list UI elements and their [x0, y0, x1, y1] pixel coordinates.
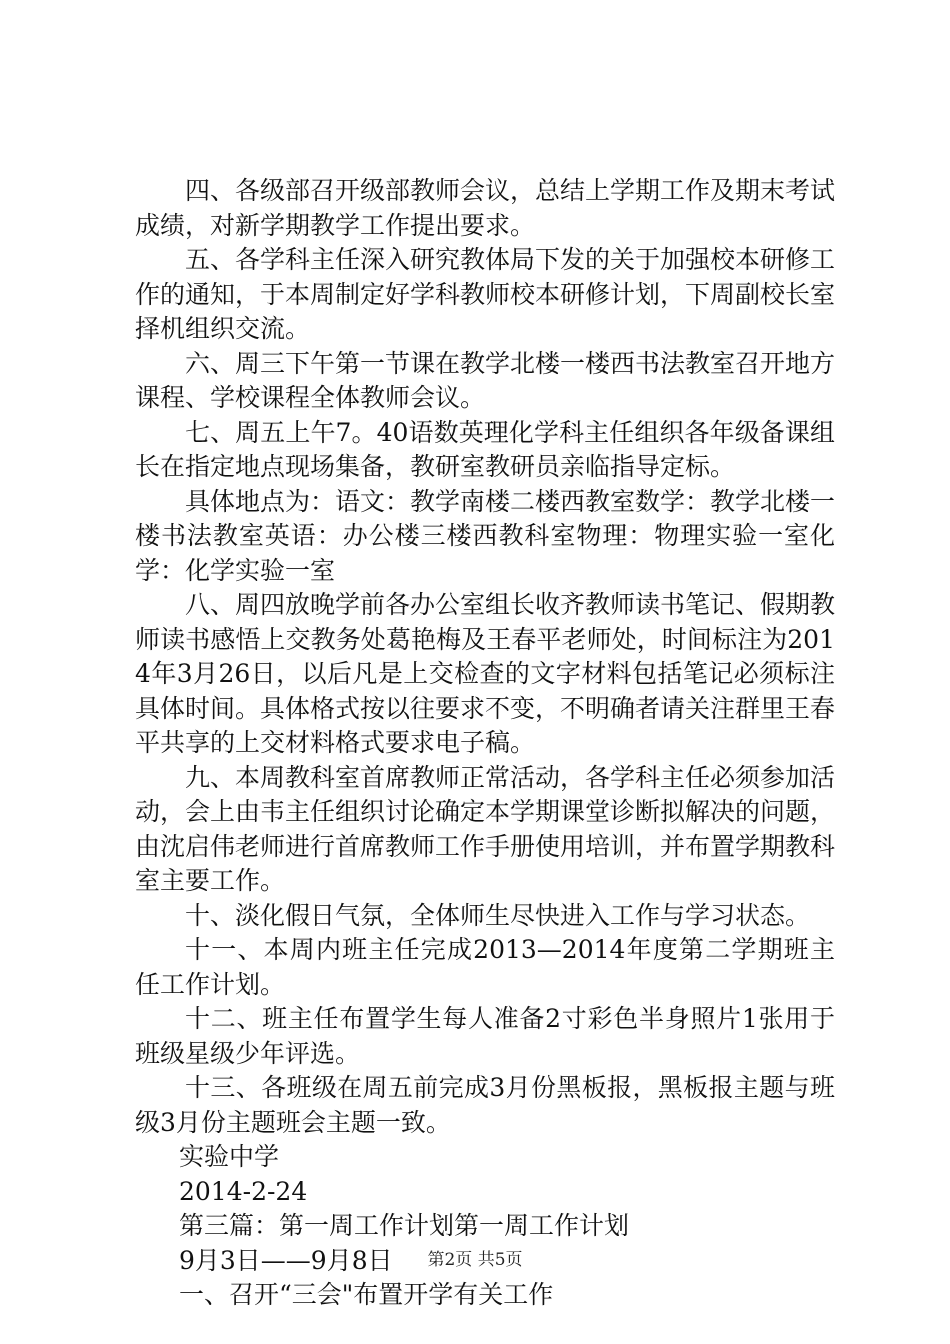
- item-one-heading: 一、召开“三会"布置开学有关工作: [179, 1280, 554, 1309]
- paragraph-item-6: 六、周三下午第一节课在教学北楼一楼西书法教室召开地方课程、学校课程全体教师会议。: [135, 348, 836, 412]
- paragraph-locations: 具体地点为：语文：教学南楼二楼西教室数学：教学北楼一楼书法教室英语：办公楼三楼西教科室物理：物理实验一室化学：化学实验一室: [135, 486, 836, 585]
- paragraph-item-12: 十二、班主任布置学生每人准备2寸彩色半身照片1张用于班级星级少年评选。: [135, 1004, 835, 1068]
- signature-date: 2014-2-24: [179, 1176, 308, 1206]
- paragraph-item-5: 五、各学科主任深入研究教体局下发的关于加强校本研修工作的通知，于本周制定好学科教师校本研修计划，下周副校长室择机组织交流。: [135, 245, 836, 343]
- paragraph-item-7: 七、周五上午7。40语数英理化学科主任组织各年级备课组长在指定地点现场集备，教研室教研员亲临指导定标。: [135, 417, 835, 481]
- paragraph-item-4: 四、各级部召开级部教师会议，总结上学期工作及期末考试成绩，对新学期教学工作提出要求。: [135, 176, 836, 240]
- document-body: [135, 174, 835, 1313]
- page-footer: 第2页 共5页: [427, 1250, 523, 1270]
- signature-school: 实验中学: [179, 1142, 280, 1171]
- paragraph-item-9: 九、本周教科室首席教师正常活动，各学科主任必须参加活动，会上由韦主任组织讨论确定本学期课堂诊断拟解决的问题，由沈启伟老师进行首席教师工作手册使用培训，并布置学期教科室主要工作。: [135, 762, 836, 895]
- paragraph-item-13: 十三、各班级在周五前完成3月份黑板报，黑板报主题与班级3月份主题班会主题一致。: [135, 1073, 835, 1137]
- paragraph-item-8: 八、周四放晚学前各办公室组长收齐教师读书笔记、假期教师读书感悟上交教务处葛艳梅及王春平老师处，时间标注为2014年3月26日，以后凡是上交检查的文字材料包括笔记必须标注具体时间。具体格式按以往要求不变，不明确者请关注群里王春平共享的上交材料格式要求电子稿。: [135, 590, 836, 757]
- section-title: 第三篇：第一周工作计划第一周工作计划: [179, 1211, 630, 1240]
- paragraph-item-11: 十一、本周内班主任完成2013—2014年度第二学期班主任工作计划。: [135, 935, 835, 999]
- date-range: 9月3日——9月8日: [179, 1245, 393, 1275]
- paragraph-item-10: 十、淡化假日气氛，全体师生尽快进入工作与学习状态。: [185, 900, 811, 930]
